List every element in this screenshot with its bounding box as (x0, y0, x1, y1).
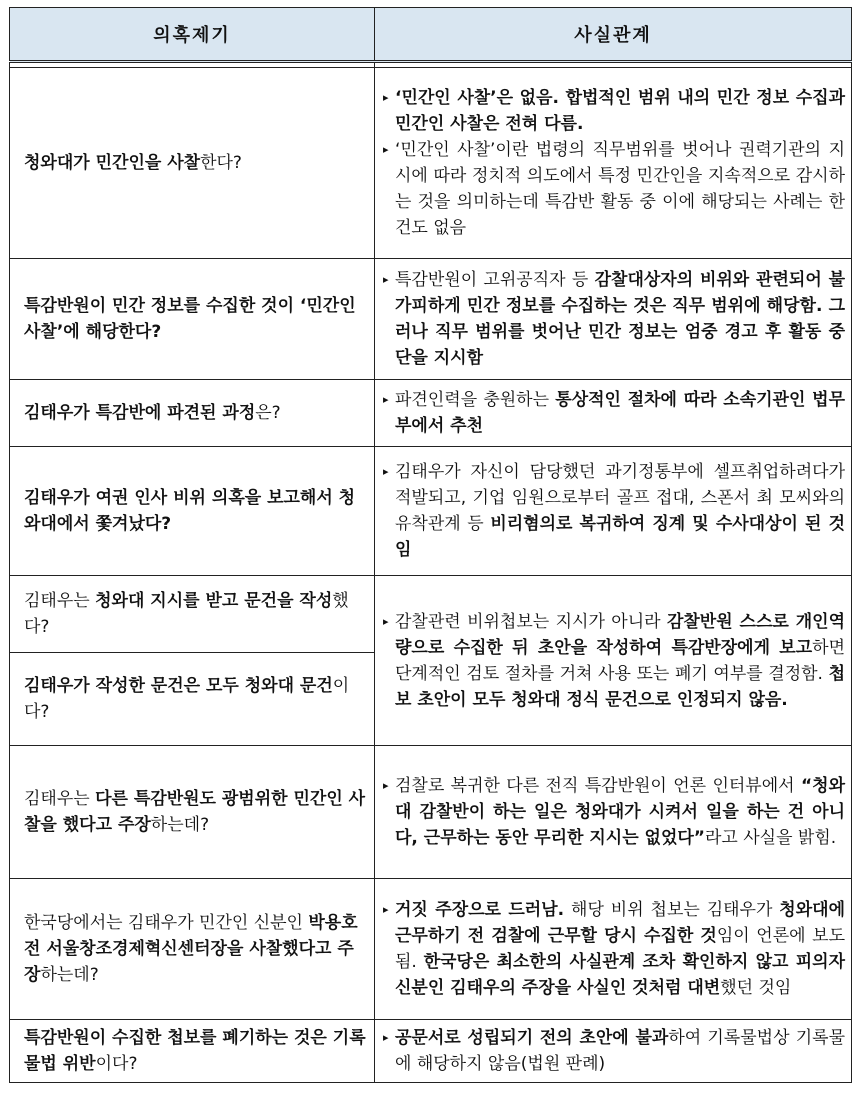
table-row (10, 68, 852, 259)
header-row (10, 8, 852, 62)
bullet-arrow-icon: ▸ (383, 143, 389, 156)
fact-item-text (395, 267, 845, 371)
fact-item-text (395, 387, 845, 439)
table-row (10, 380, 852, 447)
fact-check-table-container (9, 7, 851, 1083)
fact-cell (375, 380, 852, 447)
text-run: 특감반원이 민간 정보를 수집한 것이 ‘민간인 사찰’에 해당한다? (24, 296, 356, 342)
fact-item (383, 267, 845, 371)
text-run: 통상적인 절차에 따라 소속기관인 법무부에서 추천 (395, 390, 845, 436)
text-run: 파견인력을 충원하는 (395, 390, 556, 410)
text-run: 김태우는 (24, 789, 96, 809)
bullet-arrow-icon: ▸ (383, 614, 389, 628)
fact-item (383, 387, 845, 439)
text-run: 공문서로 성립되기 전의 초안에 불과 (395, 1028, 669, 1048)
text-run: 거짓 주장으로 드러남. (395, 900, 565, 920)
claim-cell (10, 259, 375, 380)
fact-item (383, 137, 845, 241)
bullet-arrow-icon: ▸ (383, 1031, 389, 1044)
text-run: 하는데? (150, 815, 210, 835)
bullet-arrow-icon: ▸ (383, 465, 389, 478)
table-row (10, 259, 852, 380)
text-run: 특감반원이 수집한 첩보를 폐기하는 것은 기록물법 위반 (24, 1028, 366, 1074)
table-row (10, 879, 852, 1020)
fact-check-table (9, 7, 852, 1083)
fact-item (383, 609, 845, 713)
text-run: 청와대에 근무하기 전 검찰에 근무할 당시 수집한 것 (395, 900, 845, 946)
text-run: 이다? (24, 676, 350, 722)
text-run: 감찰관련 비위첩보는 지시가 아니라 (395, 611, 667, 632)
text-run: 한다? (200, 153, 242, 173)
text-run: 했던 것임 (720, 978, 792, 998)
text-run: 감찰반원 스스로 개인역량으로 수집한 뒤 초안을 작성하여 특감반장에게 보고 (395, 611, 845, 658)
bullet-arrow-icon: ▸ (383, 91, 389, 104)
fact-item-text (395, 459, 845, 563)
text-run: 한국당은 최소한의 사실관계 조차 확인하지 않고 피의자 신분인 김태우의 주장을 사실인 것처럼 대변 (395, 952, 845, 998)
text-run: 특감반원이 고위공직자 등 (395, 270, 595, 290)
text-run: 김태우가 여권 인사 비위 의혹을 보고해서 청와대에서 쫓겨났다? (24, 488, 356, 534)
fact-item-text (395, 773, 845, 851)
text-run: 라고 사실을 밝힘. (704, 828, 837, 848)
text-run: 김태우가 특감반에 파견된 과정 (24, 403, 256, 423)
header-claim: 의혹제기 (10, 8, 375, 62)
text-run: 임이 언론에 보도됨. (395, 926, 846, 972)
fact-cell (375, 576, 852, 746)
fact-cell (375, 259, 852, 380)
text-run: 청와대 지시를 받고 문건을 작성 (95, 591, 333, 611)
text-run: 김태우는 (24, 591, 96, 611)
fact-cell (375, 879, 852, 1020)
text-run: 첩보 초안이 모두 청와대 정식 문건으로 인정되지 않음. (395, 663, 845, 710)
text-run: 이다? (95, 1054, 138, 1074)
fact-item (383, 85, 845, 137)
header-fact: 사실관계 (375, 8, 852, 62)
bullet-arrow-icon: ▸ (383, 779, 389, 792)
text-run: 은? (255, 403, 281, 423)
claim-cell (10, 576, 375, 653)
text-run: 검찰로 복귀한 다른 전직 특감반원이 언론 인터뷰에서 (395, 776, 801, 796)
claim-cell (10, 746, 375, 879)
claim-cell (10, 447, 375, 576)
fact-item-text (395, 137, 845, 241)
text-run: ‘민간인 사찰’은 없음. 합법적인 범위 내의 민간 정보 수집과 민간인 사찰은 전혀 다름. (395, 88, 845, 134)
text-run: 김태우가 작성한 문건은 모두 청와대 문건 (24, 676, 333, 696)
bullet-arrow-icon: ▸ (383, 273, 389, 286)
text-run: 김태우가 자신이 담당했던 과기정통부에 셀프취업하려다가 적발되고, 기업 임원으로부터 골프 접대, 스폰서 최 모씨와의 유착관계 등 (395, 462, 845, 534)
claim-cell (10, 879, 375, 1020)
claim-cell (10, 653, 375, 746)
fact-item-text (395, 1025, 845, 1077)
text-run: 하는데? (40, 965, 99, 985)
text-run: 해당 비위 첩보는 김태우가 (564, 900, 780, 920)
text-run: “청와대 감찰반이 하는 일은 청와대가 시켜서 일을 하는 건 아니다, 근무하는 동안 무리한 지시는 없었다” (395, 776, 845, 848)
table-row (10, 447, 852, 576)
bullet-arrow-icon: ▸ (383, 903, 389, 916)
table-row (10, 746, 852, 879)
text-run: 비리혐의로 복귀하여 징계 및 수사대상이 된 것임 (395, 514, 846, 560)
text-run: 감찰대상자의 비위와 관련되어 불가피하게 민간 정보를 수집하는 것은 직무 범위에 해당함. 그러나 직무 범위를 벗어난 민간 정보는 엄중 경고 후 활동 중단을 지시함 (395, 270, 845, 368)
text-run: 박용호 전 서울창조경제혁신센터장을 사찰했다고 주장 (24, 913, 358, 985)
claim-cell (10, 1020, 375, 1083)
fact-cell (375, 68, 852, 259)
table-row (10, 1020, 852, 1083)
table-row (10, 576, 852, 653)
fact-cell (375, 1020, 852, 1083)
fact-item (383, 897, 845, 1001)
fact-item (383, 1025, 845, 1077)
bullet-arrow-icon: ▸ (383, 393, 389, 406)
text-run: 하여 기록물법상 기록물에 해당하지 않음(법원 판례) (395, 1028, 845, 1074)
claim-cell (10, 380, 375, 447)
text-run: 청와대가 민간인을 사찰 (24, 153, 201, 173)
claim-cell (10, 68, 375, 259)
text-run: 한국당에서는 김태우가 민간인 신분인 (24, 913, 309, 933)
fact-item-text (395, 609, 845, 713)
fact-item-text (395, 897, 845, 1001)
text-run: 하면 단계적인 검토 절차를 거쳐 사용 또는 폐기 여부를 결정함. (395, 637, 845, 684)
fact-cell (375, 447, 852, 576)
text-run: 했다? (24, 591, 349, 637)
fact-item (383, 459, 845, 563)
text-run: 다른 특감반원도 광범위한 민간인 사찰을 했다고 주장 (24, 789, 366, 835)
fact-item-text (395, 85, 845, 137)
text-run: ‘민간인 사찰’이란 법령의 직무범위를 벗어나 권력기관의 지시에 따라 정치적 의도에서 특정 민간인을 지속적으로 감시하는 것을 의미하는데 특감반 활동 중 이에 해당되는 사례는 한건도 없음 (395, 140, 845, 238)
fact-cell (375, 746, 852, 879)
fact-item (383, 773, 845, 851)
table-body (10, 62, 852, 1083)
